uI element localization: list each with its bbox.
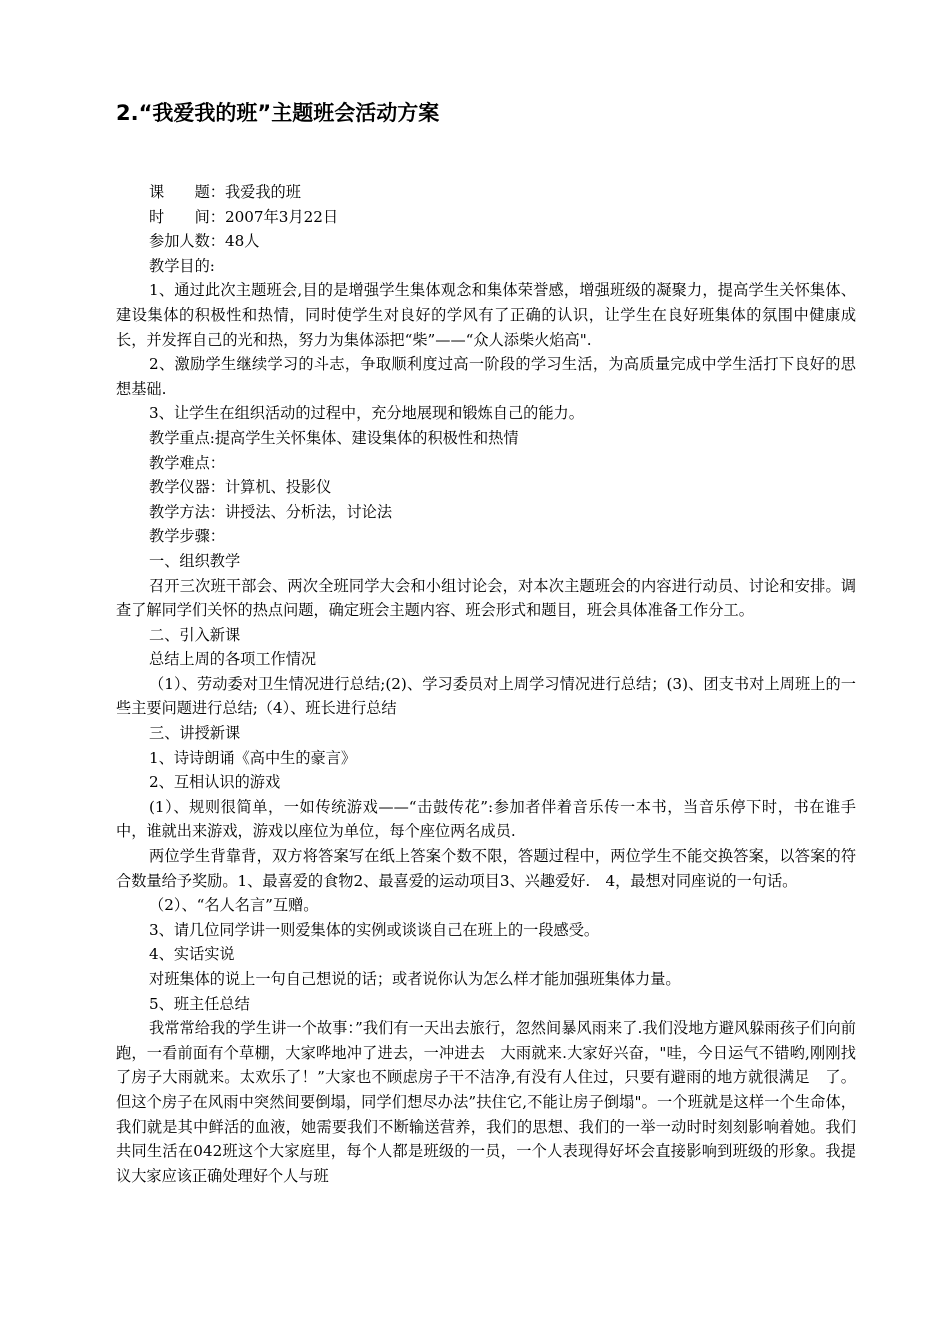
paragraph-section-1-body: 召开三次班干部会、两次全班同学大会和小组讨论会，对本次主题班会的内容进行动员、讨论和安排。调查了解同学们关怀的热点问题，确定班会主题内容、班会形式和题目，班会具体准备工作分工。 [116, 576, 856, 620]
paragraph-teacher-summary-heading: 5、班主任总结 [149, 994, 250, 1013]
paragraph-objective-3: 3、让学生在组织活动的过程中，充分地展现和锻炼自己的能力。 [149, 404, 584, 423]
paragraph-quotes-exchange: （2）、“名人名言”互赠。 [149, 896, 319, 915]
paragraph-objective-2: 2、激励学生继续学习的斗志，争取顺利度过高一阶段的学习生活，为高质量完成中学生活打下良好的思想基础. [116, 355, 856, 398]
paragraph-honest-talk-heading: 4、实话实说 [149, 945, 235, 964]
paragraph-student-stories: 3、请几位同学讲一则爱集体的实例或谈谈自己在班上的一段感受。 [149, 920, 600, 939]
paragraph-equipment: 教学仪器：计算机、投影仪 [149, 478, 332, 497]
paragraph-difficulty: 教学难点： [149, 453, 225, 472]
document-body [116, 180, 856, 1188]
paragraph-honest-talk-body: 对班集体的说上一句自己想说的话；或者说你认为怎么样才能加强班集体力量。 [149, 970, 681, 988]
paragraph-teacher-summary-body: 我常常给我的学生讲一个故事：”我们有一天出去旅行，忽然间暴风雨来了.我们没地方避风躲雨孩子们向前跑，一看前面有个草棚，大家哗地冲了进去，一冲进去 大雨就来.大家好兴奋，"哇，今日运气不错哟,刚刚找了房子大雨就来。太欢乐了！”大家也不顾虑房子干不洁净,有没有人住过，只要有避雨的地方就很满足 了。但这个房子在风雨中突然间要倒塌，同学们想尽办法”扶住它,不能让房子倒塌"。一个班就是这样一个生命体，我们就是其中鲜活的血液，她需要我们不断输送营养，我们的思想、我们的一举一动时时刻刻影响着她。我们共同生活在042班这个大家庭里，每个人都是班级的一员，一个人表现得好坏会直接影响到班级的形象。我提议大家应该正确处理好个人与班 [116, 1019, 856, 1185]
paragraph-objective-1: 1、通过此次主题班会,目的是增强学生集体观念和集体荣誉感，增强班级的凝聚力，提高学生关怀集体、建设集体的积极性和热情，同时使学生对良好的学风有了正确的认识，让学生在良好班集体的氛围中健康成长，并发挥自己的光和热，努力为集体添把“柴”——“众人添柴火焰高". [116, 281, 856, 349]
paragraph-time: 时 间：2007年3月22日 [149, 207, 339, 226]
paragraph-objectives-heading: 教学目的: [149, 256, 215, 275]
paragraph-participants: 参加人数：48人 [149, 232, 260, 251]
paragraph-poem-reading: 1、诗诗朗诵《高中生的豪言》 [149, 748, 357, 767]
paragraph-topic: 课 题：我爱我的班 [149, 183, 301, 201]
paragraph-section-3-heading: 三、讲授新课 [149, 724, 241, 743]
paragraph-game-answers: 两位学生背靠背，双方将答案写在纸上答案个数不限，答题过程中，两位学生不能交换答案，以答案的符合数量给予奖励。1、最喜爱的食物2、最喜爱的运动项目3、兴趣爱好. 4，最想对同座说的一句话。 [116, 847, 856, 890]
paragraph-game-rules: (1）、规则很简单，一如传统游戏——“击鼓传花”:参加者伴着音乐传一本书，当音乐停下时，书在谁手中，谁就出来游戏，游戏以座位为单位，每个座位两名成员. [116, 797, 856, 841]
document-title: 2.“我爱我的班”主题班会活动方案 [116, 101, 440, 125]
paragraph-section-2-heading: 二、引入新课 [149, 625, 241, 644]
paragraph-key-point: 教学重点:提高学生关怀集体、建设集体的积极性和热情 [149, 428, 519, 447]
paragraph-section-1-heading: 一、组织教学 [149, 551, 241, 570]
paragraph-methods: 教学方法：讲授法、分析法，讨论法 [149, 502, 392, 521]
paragraph-weekly-summary-details: （1）、劳动委对卫生情况进行总结;(2)、学习委员对上周学习情况进行总结；(3)、团支书对上周班上的一些主要问题进行总结;（4）、班长进行总结 [116, 674, 856, 718]
paragraph-weekly-summary: 总结上周的各项工作情况 [149, 650, 317, 669]
paragraph-steps-heading: 教学步骤： [149, 527, 225, 546]
paragraph-game-heading: 2、互相认识的游戏 [149, 773, 281, 792]
